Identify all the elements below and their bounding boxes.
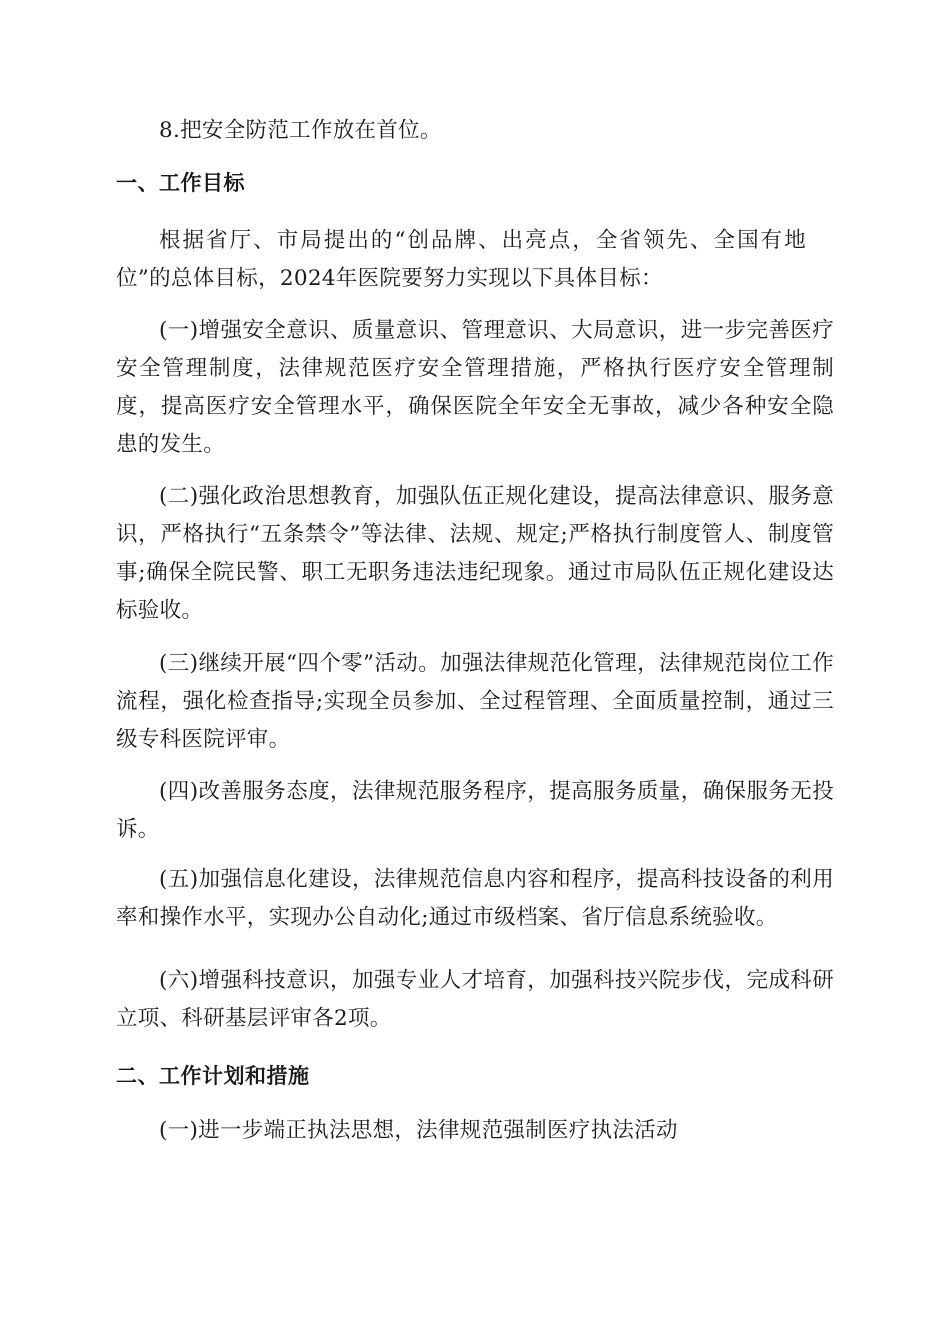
paragraph-goal-2: (二)强化政治思想教育，加强队伍正规化建设，提高法律意识、服务意识，严格执行“五条禁令”等法律、法规、规定;严格执行制度管人、制度管事;确保全院民警、职工无职务违法违纪现象。通过市局队伍正规化建设达标验收。 (116, 484, 834, 623)
paragraph-goal-4: (四)改善服务态度，法律规范服务程序，提高服务质量，确保服务无投诉。 (116, 779, 834, 842)
paragraph-item-8: 8.把安全防范工作放在首位。 (159, 118, 442, 143)
paragraph-goal-3: (三)继续开展“四个零”活动。加强法律规范化管理，法律规范岗位工作流程，强化检查指导;实现全员参加、全过程管理、全面质量控制，通过三级专科医院评审。 (116, 651, 834, 752)
section-heading-work-goals: 一、工作目标 (116, 171, 245, 195)
paragraph-goal-1: (一)增强安全意识、质量意识、管理意识、大局意识，进一步完善医疗安全管理制度，法律规范医疗安全管理措施，严格执行医疗安全管理制度，提高医疗安全管理水平，确保医院全年安全无事故，减少各种安全隐患的发生。 (116, 318, 834, 457)
paragraph-goal-5: (五)加强信息化建设，法律规范信息内容和程序，提高科技设备的利用率和操作水平，实现办公自动化;通过市级档案、省厅信息系统验收。 (116, 867, 834, 930)
paragraph-goal-6: (六)增强科技意识，加强专业人才培育，加强科技兴院步伐，完成科研立项、科研基层评审各2项。 (116, 968, 834, 1031)
section-heading-plans-measures: 二、工作计划和措施 (116, 1064, 310, 1088)
paragraph-plan-1: (一)进一步端正执法思想，法律规范强制医疗执法活动 (159, 1118, 678, 1143)
paragraph-overall-goal: 根据省厅、市局提出的“创品牌、出亮点，全省领先、全国有地位”的总体目标，2024年医院要努力实现以下具体目标： (116, 228, 806, 291)
